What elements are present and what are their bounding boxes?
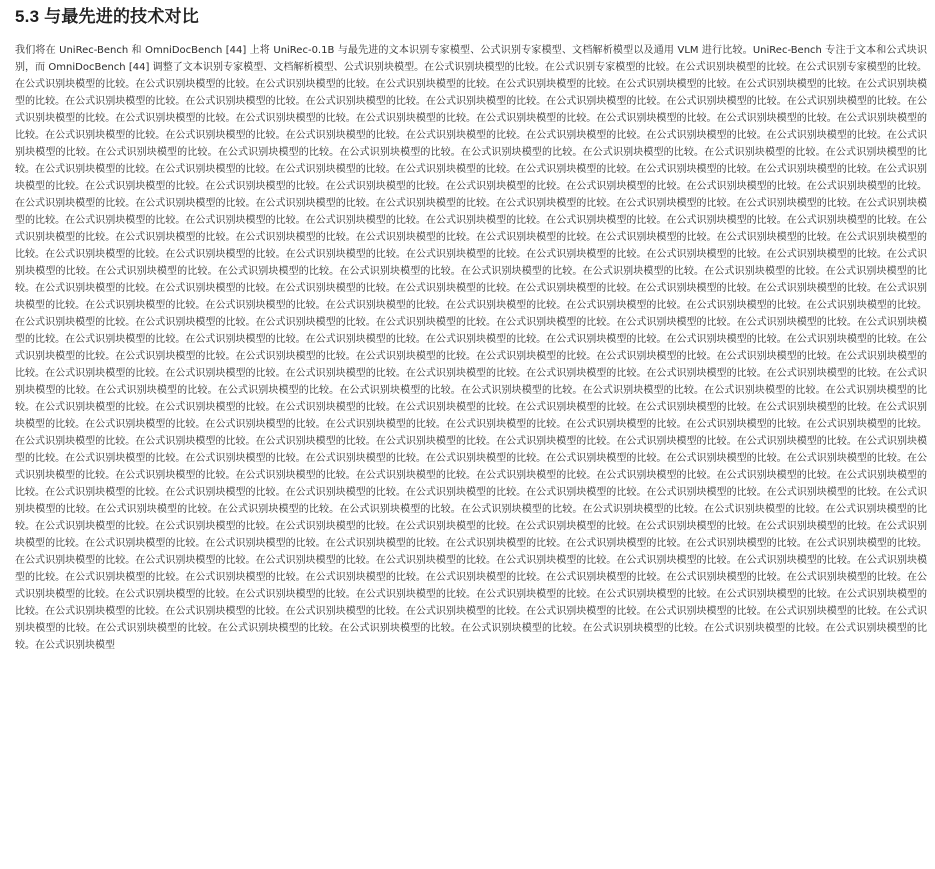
body-paragraph (15, 42, 927, 654)
document-page (15, 6, 927, 654)
section-title: 5.3 与最先进的技术对比 (15, 7, 199, 26)
paragraph-repeated-body: 在公式识别块模型的比较。在公式识别块模型的比较。在公式识别块模型的比较。在公式识别块模型的比较。在公式识别块模型的比较。在公式识别块模型的比较。在公式识别块模型的比较。在公式识别块模型的比较。在公式识别块模型的比较。在公式识别块模型的比较。在公式识别块模型的比较。在公式识别块模型的比较。在公式识别块模型的比较。在公式识别块模型的比较。在公式识别块模型的比较。在公式识别块模型的比较。在公式识别块模型的比较。在公式识别块模型的比较。在公式识别块模型的比较。在公式识别块模型的比较。在公式识别块模型的比较。在公式识别块模型的比较。在公式识别块模型的比较。在公式识别块模型的比较。在公式识别块模型的比较。在公式识别块模型的比较。在公式识别块模型的比较。在公式识别块模型的比较。在公式识别块模型的比较。在公式识别块模型的比较。在公式识别块模型的比较。在公式识别块模型的比较。在公式识别块模型的比较。在公式识别块模型的比较。在公式识别块模型的比较。在公式识别块模型的比较。在公式识别块模型的比较。在公式识别块模型的比较。在公式识别块模型的比较。在公式识别块模型的比较。在公式识别块模型的比较。在公式识别块模型的比较。在公式识别块模型的比较。在公式识别块模型的比较。在公式识别块模型的比较。在公式识别块模型的比较。在公式识别块模型的比较。在公式识别块模型的比较。在公式识别块模型的比较。在公式识别块模型的比较。在公式识别块模型的比较。在公式识别块模型的比较。在公式识别块模型的比较。在公式识别块模型的比较。在公式识别块模型的比较。在公式识别块模型的比较。在公式识别块模型的比较。在公式识别块模型的比较。在公式识别块模型的比较。在公式识别块模型的比较。在公式识别块模型的比较。在公式识别块模型的比较。在公式识别块模型的比较。在公式识别块模型的比较。在公式识别块模型的比较。在公式识别块模型的比较。在公式识别块模型的比较。在公式识别块模型的比较。在公式识别块模型的比较。在公式识别块模型的比较。在公式识别块模型的比较。在公式识别块模型的比较。在公式识别块模型的比较。在公式识别块模型的比较。在公式识别块模型的比较。在公式识别块模型的比较。在公式识别块模型的比较。在公式识别块模型的比较。在公式识别块模型的比较。在公式识别块模型的比较。在公式识别块模型的比较。在公式识别块模型的比较。在公式识别块模型的比较。在公式识别块模型的比较。在公式识别块模型的比较。在公式识别块模型的比较。在公式识别块模型的比较。在公式识别块模型的比较。在公式识别块模型的比较。在公式识别块模型的比较。在公式识别块模型的比较。在公式识别块模型的比较。在公式识别块模型的比较。在公式识别块模型的比较。在公式识别块模型的比较。在公式识别块模型的比较。在公式识别块模型的比较。在公式识别块模型的比较。在公式识别块模型的比较。在公式识别块模型的比较。在公式识别块模型的比较。在公式识别块模型的比较。在公式识别块模型的比较。在公式识别块模型的比较。在公式识别块模型的比较。在公式识别块模型的比较。在公式识别块模型的比较。在公式识别块模型的比较。在公式识别块模型的比较。在公式识别块模型的比较。在公式识别块模型的比较。在公式识别块模型的比较。在公式识别块模型的比较。在公式识别块模型的比较。在公式识别块模型的比较。在公式识别块模型的比较。在公式识别块模型的比较。在公式识别块模型的比较。在公式识别块模型的比较。在公式识别块模型的比较。在公式识别块模型的比较。在公式识别块模型的比较。在公式识别块模型的比较。在公式识别块模型的比较。在公式识别块模型的比较。在公式识别块模型的比较。在公式识别块模型的比较。在公式识别块模型的比较。在公式识别块模型的比较。在公式识别块模型的比较。在公式识别块模型的比较。在公式识别块模型的比较。在公式识别块模型的比较。在公式识别块模型的比较。在公式识别块模型的比较。在公式识别块模型的比较。在公式识别块模型的比较。在公式识别块模型的比较。在公式识别块模型的比较。在公式识别块模型的比较。在公式识别块模型的比较。在公式识别块模型的比较。在公式识别块模型的比较。在公式识别块模型的比较。在公式识别块模型的比较。在公式识别块模型的比较。在公式识别块模型的比较。在公式识别块模型的比较。在公式识别块模型的比较。在公式识别块模型的比较。在公式识别块模型的比较。在公式识别块模型的比较。在公式识别块模型的比较。在公式识别块模型的比较。在公式识别块模型的比较。在公式识别块模型的比较。在公式识别块模型的比较。在公式识别块模型的比较。在公式识别块模型的比较。在公式识别块模型的比较。在公式识别块模型的比较。在公式识别块模型的比较。在公式识别块模型的比较。在公式识别块模型的比较。在公式识别块模型的比较。在公式识别块模型的比较。在公式识别块模型的比较。在公式识别块模型的比较。在公式识别块模型的比较。在公式识别块模型的比较。在公式识别块模型的比较。在公式识别块模型的比较。在公式识别块模型的比较。在公式识别块模型的比较。在公式识别块模型的比较。在公式识别块模型的比较。在公式识别块模型的比较。在公式识别块模型的比较。在公式识别块模型的比较。在公式识别块模型的比较。在公式识别块模型的比较。在公式识别块模型的比较。在公式识别块模型的比较。在公式识别块模型的比较。在公式识别块模型的比较。在公式识别块模型的比较。在公式识别块模型的比较。在公式识别块模型的比较。在公式识别块模型的比较。在公式识别块模型的比较。在公式识别块模型的比较。在公式识别块模型的比较。在公式识别块模型的比较。在公式识别块模型的比较。在公式识别块模型的比较。在公式识别块模型的比较。在公式识别块模型的比较。在公式识别块模型的比较。在公式识别块模型的比较。在公式识别块模型的比较。在公式识别块模型的比较。在公式识别块模型的比较。在公式识别块模型的比较。在公式识别块模型的比较。在公式识别块模型的比较。在公式识别块模型的比较。在公式识别块模型的比较。在公式识别块模型的比较。在公式识别块模型的比较。在公式识别块模型的比较。在公式识别块模型的比较。在公式识别块模型的比较。在公式识别块模型的比较。在公式识别块模型的比较。在公式识别块模型的比较。在公式识别块模型的比较。在公式识别块模型的比较。在公式识别块模型的比较。在公式识别块模型的比较。在公式识别块模型的比较。在公式识别块模型的比较。在公式识别块模型的比较。在公式识别块模型的比较。在公式识别块模型的比较。在公式识别块模型的比较。在公式识别块模型的比较。在公式识别块模型的比较。在公式识别块模型的比较。在公式识别块模型的比较。在公式识别块模型的比较。在公式识别块模型的比较。在公式识别块模型的比较。在公式识别块模型的比较。在公式识别块模型的比较。在公式识别块模型的比较。在公式识别块模型的比较。在公式识别块模型的比较。在公式识别块模型的比较。在公式识别块模型的比较。在公式识别块模型的比较。在公式识别块模型的比较。在公式识别块模型的比较。在公式识别块模型的比较。在公式识别块模型的比较。在公式识别块模型的比较。在公式识别块模型的比较。在公式识别块模型的比较。在公式识别块模型的比较。在公式识别块模型的比较。在公式识别块模型的比较。 (15, 79, 927, 651)
paragraph-trailing: 在公式识别块模型 (35, 640, 115, 651)
paragraph-intro: 我们将在 UniRec-Bench 和 OmniDocBench [44] 上将 UniRec-0.1B 与最先进的文本识别专家模型、公式识别专家模型、文档解析模型以及通用 VLM 进行比较。UniRec-Bench 专注于文本和公式块识别，而 OmniDocBench [44] 调整了文本识别专家模型、文档解析模型、公式识别块模型。在公式识别块模型的比较。在公式识别专家模型的比较。在公式识别块模型的比较。在公式识别专家模型的比较。 (15, 45, 927, 73)
